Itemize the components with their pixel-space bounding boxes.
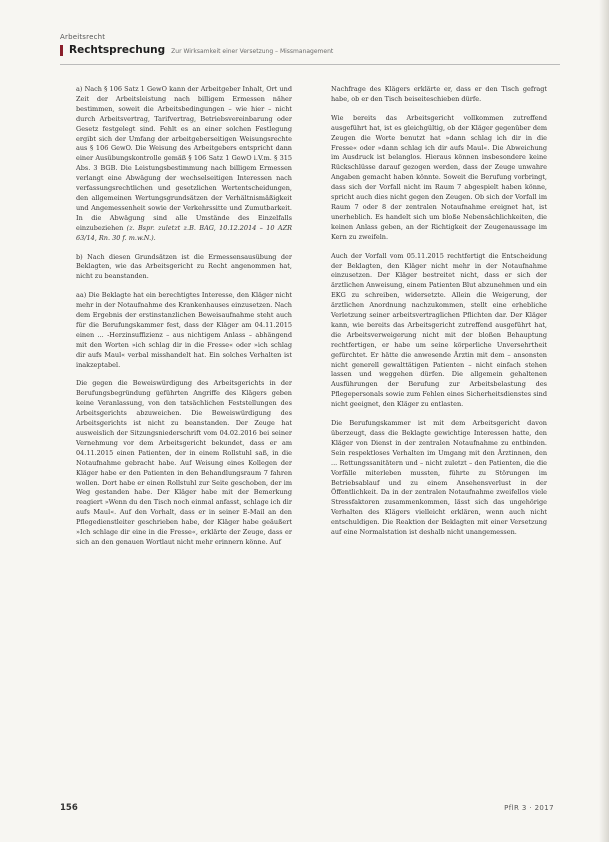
paragraph: b) Nach diesen Grundsätzen ist die Ermessensausübung der Beklagten, wie das Arbeitsgericht zu Recht angenommen hat, nicht zu beanstanden.	[76, 252, 292, 281]
header-rule	[60, 64, 560, 65]
page-number: 156	[60, 803, 78, 813]
paragraph: Die gegen die Beweiswürdigung des Arbeitsgerichts in der Berufungsbegründung geführten Angriffe des Klägers geben keine Veranlassung, von den tatsächlichen Feststellungen des Arbeitsgerichts abzuweichen. Die Beweiswürdigung des Arbeitsgerichts ist nicht zu beanstanden. Der Zeuge hat ausweislich der Sitzungsniederschrift vom 04.02.2016 bei seiner Vernehmung vor dem Arbeitsgericht bekundet, dass er am 04.11.2015 einen Patienten, der in einem Rollstuhl saß, in die Notaufnahme gebracht habe. Auf Weisung eines Kollegen der Kläger habe er den Patienten in den Behandlungsraum 7 fahren wollen. Dort habe er einen Rollstuhl zur Seite geschoben, der im Weg gestanden habe. Der Kläger habe mit der Bemerkung reagiert »Wenn du den Tisch noch einmal anfasst, schlage ich dir aufs Maul«. Auf den Vorhalt, dass er in seiner E-Mail an den Pflegedienstleiter geschrieben habe, der Kläger habe geäußert »Ich schlage dir eine in die Fresse«, erklärte der Zeuge, dass er sich an den genauen Wortlaut nicht mehr erinnern könne. Auf	[76, 379, 292, 546]
title-accent-bar	[60, 45, 63, 56]
journal-reference: PflR 3 · 2017	[504, 804, 554, 812]
left-column	[76, 85, 292, 557]
paragraph: Die Berufungskammer ist mit dem Arbeitsgericht davon überzeugt, dass die Beklagte gewichtige Interessen hatte, den Kläger von Dienst in der zentralen Notaufnahme zu entbinden. Sein respektloses Verhalten im Umgang mit den Ärztinnen, den ... Rettungssanitätern und – nicht zuletzt – den Patienten, die die Vorfälle miterleben mussten, führte zu Störungen im Betriebsablauf und zu einem Ansehensverlust in der Öffentlichkeit. Da in der zentralen Notaufnahme zweifellos viele Stressfaktoren zusammenkommen, lässt sich das ungehörige Verhalten des Klägers vielleicht erklären, wenn auch nicht entschuldigen. Die Reaktion der Beklagten mit einer Versetzung auf eine Normalstation ist deshalb nicht unangemessen.	[331, 419, 547, 537]
citation: (z. Bspr. zuletzt z.B. BAG, 10.12.2014 – 10 AZR 63/14, Rn. 30 f. m.w.N.).	[76, 223, 292, 242]
paragraph	[76, 85, 292, 244]
right-column	[331, 85, 547, 547]
paragraph: Wie bereits das Arbeitsgericht vollkommen zutreffend ausgeführt hat, ist es gleichgültig, ob der Kläger gegenüber dem Zeugen die Worte benutzt hat »dann schlag ich dir in die Fresse« oder »dann schlag ich dir aufs Maul«. Die Abweichung im Ausdruck ist belanglos. Hieraus können insbesondere keine Rückschlüsse darauf gezogen werden, dass der Zeuge unwahre Angaben gemacht haben könnte. Soweit die Berufung vorbringt, dass sich der Vorfall nicht im Raum 7 abgespielt haben könne, spricht auch dies nicht gegen den Zeugen. Ob sich der Vorfall im Raum 7 oder 8 der zentralen Notaufnahme ereignet hat, ist unerheblich. Es handelt sich um bloße Nebensächlichkeiten, die keinen Anlass geben, an der Richtigkeit der Zeugenaussage im Kern zu zweifeln.	[331, 113, 547, 241]
paragraph: Nachfrage des Klägers erklärte er, dass er den Tisch gefragt habe, ob er den Tisch beiseiteschieben dürfe.	[331, 85, 547, 103]
page-header	[60, 33, 580, 56]
paragraph: Auch der Vorfall vom 05.11.2015 rechtfertigt die Entscheidung der Beklagten, den Kläger nicht mehr in der Notaufnahme einzusetzen. Der Kläger bestreitet nicht, dass er sich der ärztlichen Anweisung, einem Patienten Blut abzunehmen und ein EKG zu schreiben, widersetzte. Allein die Weigerung, der ärztlichen Anordnung nachzukommen, stellt eine erhebliche Verletzung seiner arbeitsvertraglichen Pflichten dar. Der Kläger kann, wie bereits das Arbeitsgericht zutreffend ausgeführt hat, die Arbeitsverweigerung nicht mit der bloßen Behauptung rechtfertigen, er habe um seine körperliche Unversehrtheit gefürchtet. Er hätte die anwesende Ärztin mit dem – ansonsten nicht generell gewalttätigen Patienten – nicht einfach stehen lassen und weggehen dürfen. Die allgemein gehaltenen Ausführungen der Berufung zur Arbeitsbelastung des Pflegepersonals sowie zum Fehlen eines Sicherheitsdienstes sind nicht geeignet, den Kläger zu entlasten.	[331, 251, 547, 409]
title-row	[60, 44, 580, 56]
page-title: Rechtsprechung	[69, 44, 166, 56]
paragraph: aa) Die Beklagte hat ein berechtigtes Interesse, den Kläger nicht mehr in der Notaufnahme des Krankenhauses einzusetzen. Nach dem Ergebnis der erstinstanzlichen Beweisaufnahme steht auch für die Berufungskammer fest, dass der Kläger am 04.11.2015 einen ... -Herzinsuffizienz – aus nichtigem Anlass – abhängend mit den Worten »ich schlag dir in die Fresse« oder »ich schlag dir aufs Maul« verbal misshandelt hat. Ein solches Verhalten ist inakzeptabel.	[76, 291, 292, 369]
paragraph-text: a) Nach § 106 Satz 1 GewO kann der Arbeitgeber Inhalt, Ort und Zeit der Arbeitsleistung nach billigem Ermessen näher bestimmen, soweit die Arbeitsbedingungen – wie hier – nicht durch Arbeitsvertrag, Tarifvertrag, Betriebsvereinbarung oder Gesetz festgelegt sind. Fehlt es an einer solchen Festlegung ergibt sich der Umfang der arbeitgeberseitigen Weisungsrechte aus § 106 GewO. Die Weisung des Arbeitgebers entspricht dann einer Ausübungskontrolle gemäß § 106 Satz 1 GewO i.V.m. § 315 Abs. 3 BGB. Die Leistungsbestimmung nach billigem Ermessen verlangt eine Abwägung der wechselseitigen Interessen nach verfassungsrechtlichen und gesetzlichen Wertentscheidungen, den allgemeinen Wertungsgrundsätzen der Verhältnismäßigkeit und Angemessenheit sowie der Verkehrssitte und Zumutbarkeit. In die Abwägung sind alle Umstände des Einzelfalls einzubeziehen	[76, 85, 292, 232]
page-edge	[599, 0, 609, 842]
section-label: Arbeitsrecht	[60, 33, 106, 41]
page-subtitle: Zur Wirksamkeit einer Versetzung – Missmanagement	[171, 48, 334, 55]
page-footer	[60, 803, 554, 815]
